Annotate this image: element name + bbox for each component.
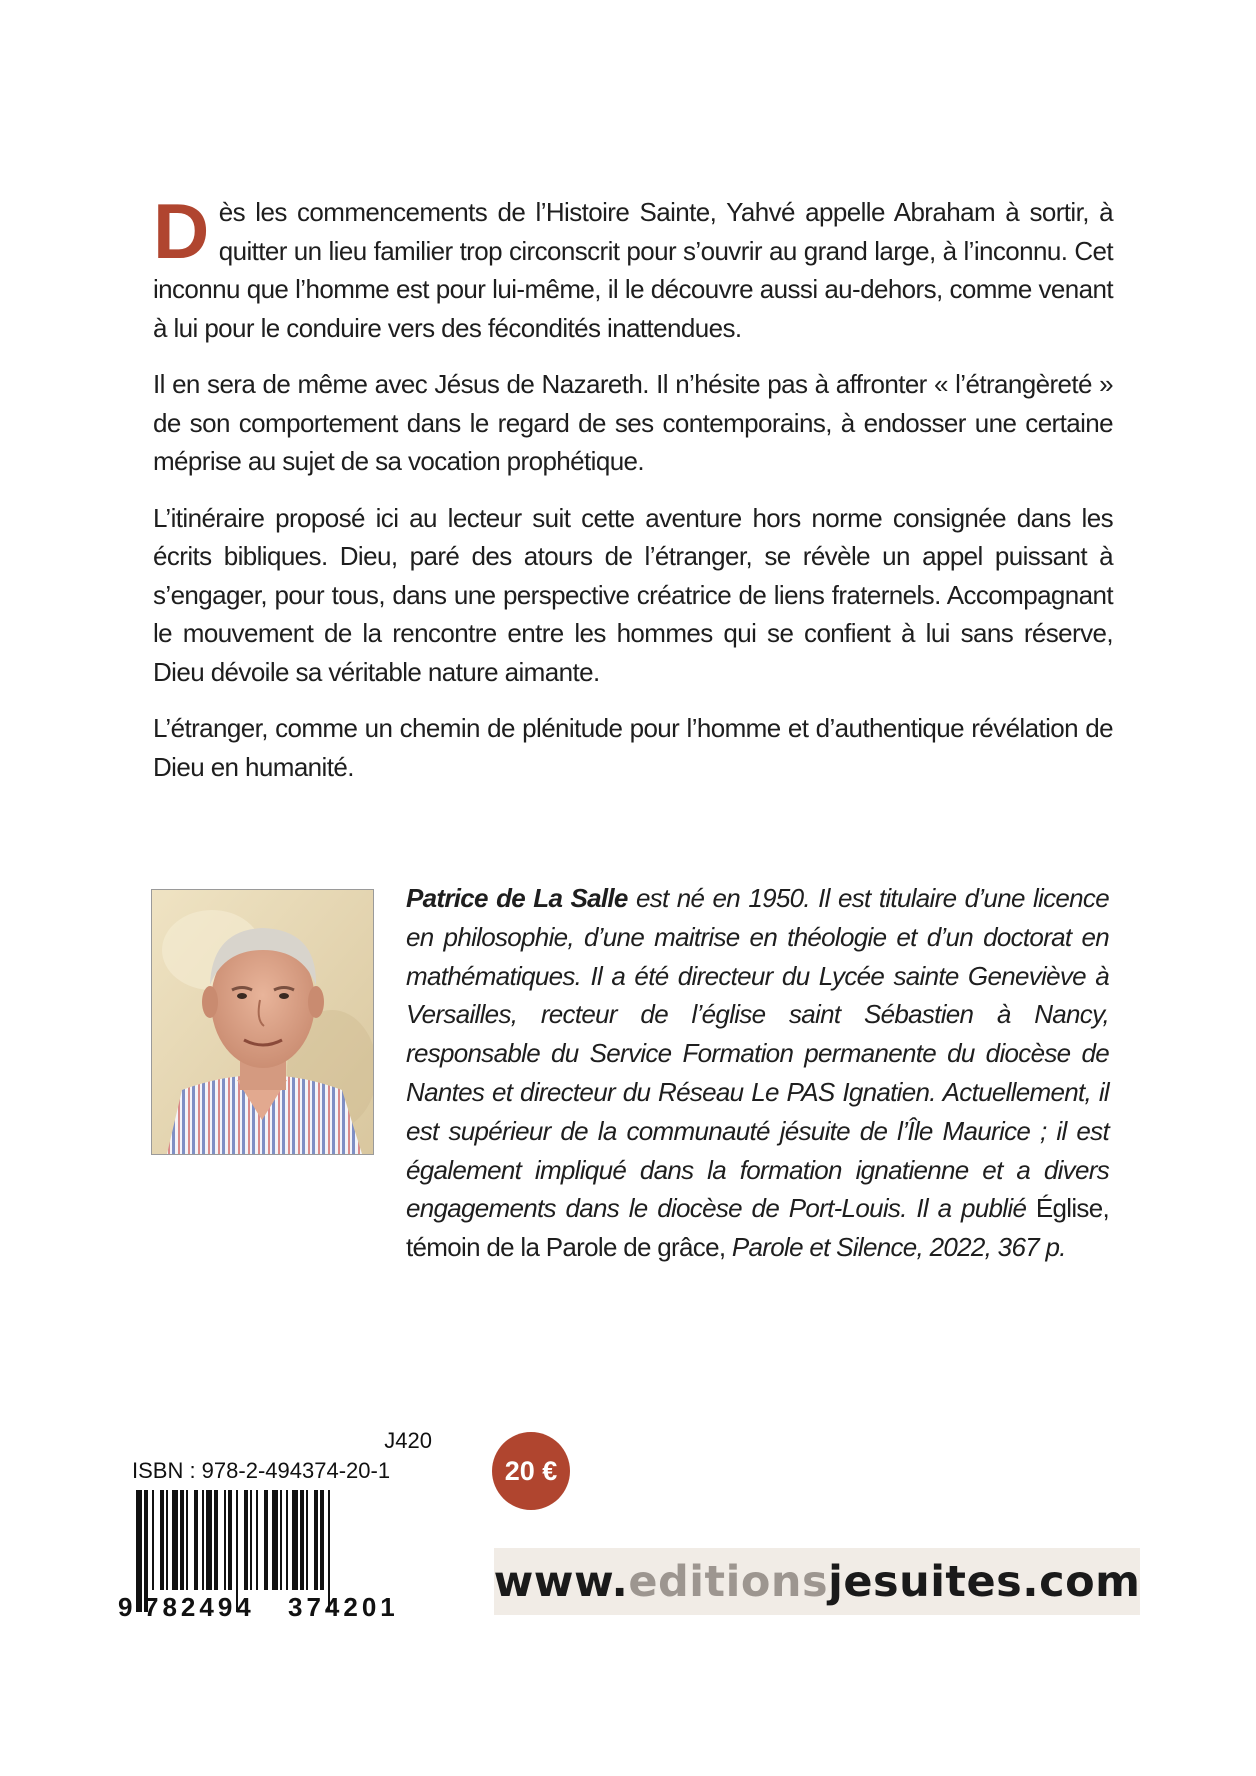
author-photo [151, 889, 374, 1155]
barcode-bar [250, 1490, 252, 1590]
author-portrait-image [152, 890, 373, 1154]
website-suffix: jesuites.com [828, 1556, 1141, 1607]
website-middle: editions [628, 1556, 829, 1607]
barcode-bar [224, 1490, 226, 1590]
barcode-bar [314, 1490, 318, 1590]
barcode-bar [166, 1490, 168, 1590]
barcode-bar [306, 1490, 308, 1590]
barcode-bar [292, 1490, 298, 1590]
barcode-bar [152, 1490, 154, 1590]
back-cover-blurb [153, 187, 1113, 804]
barcode-digits-left: 782494 [144, 1592, 255, 1620]
barcode-bar [280, 1490, 282, 1590]
bio-book-title: Église, témoin de la Parole de grâce, [406, 1193, 1109, 1263]
barcode-bar [180, 1490, 184, 1590]
barcode-bar [264, 1490, 268, 1590]
barcode-bar [320, 1490, 324, 1590]
website-prefix: www. [493, 1556, 629, 1607]
barcode-digits-right: 374201 [288, 1592, 399, 1620]
isbn-label: ISBN : 978-2-494374-20-1 [132, 1458, 391, 1483]
barcode-bar [160, 1490, 164, 1590]
publisher-website[interactable] [494, 1548, 1140, 1615]
barcode-bar [244, 1490, 248, 1590]
barcode-bar [272, 1490, 278, 1590]
bio-text-2: Parole et Silence, 2022, 367 p. [725, 1232, 1066, 1263]
barcode-bar [186, 1490, 188, 1590]
blurb-paragraph-4: L’étranger, comme un chemin de plénitude pour l’homme et d’authentique révélation de Dieu en humanité. [153, 713, 1113, 782]
bio-text-1: est né en 1950. Il est titulaire d’une licence en philosophie, d’une maitrise en théologie et d’un doctorat en mathématiques. Il a été directeur du Lycée sainte Geneviève à Versailles, recteur de l’église saint Sébastien à Nancy, responsable du Service Formation permanente du diocèse de Nantes et directeur du Réseau Le PAS Ignatien. Actuellement, il est supérieur de la communauté jésuite de l’Île Maurice ; il est également impliqué dans la formation ignatienne et a divers engagements dans le diocèse de Port-Louis. Il a publié [406, 883, 1109, 1224]
blurb-paragraph-3: L’itinéraire proposé ici au lecteur suit cette aventure hors norme consignée dans les écrits bibliques. Dieu, paré des atours de l’étranger, se révèle un appel puissant à s’engager, pour tous, dans une perspective créatrice de liens fraternels. Accompagnant le mouvement de la rencontre entre les hommes qui se confient à lui sans réserve, Dieu dévoile sa véritable nature aimante. [153, 502, 1113, 687]
barcode-digit-lead: 9 [118, 1592, 133, 1620]
barcode-bar [172, 1490, 178, 1590]
blurb-paragraph-2: Il en sera de même avec Jésus de Nazareth. Il n’hésite pas à affronter « l’étrangèreté » de son comportement dans le regard de ses contemporains, à endosser une certaine méprise au sujet de sa vocation prophétique. [153, 369, 1113, 476]
barcode-bar [286, 1490, 288, 1590]
barcode-bar [136, 1490, 142, 1612]
barcode [118, 1490, 438, 1620]
author-bio [406, 879, 1109, 1267]
product-code: J420 [384, 1428, 432, 1453]
barcode-bar [206, 1490, 212, 1590]
barcode-bar [300, 1490, 304, 1590]
blurb-p1-text: ès les commencements de l’Histoire Sainte, Yahvé appelle Abraham à sortir, à quitter un lieu familier trop circonscrit pour s’ouvrir au grand large, à l’inconnu. Cet inconnu que l’homme est pour lui-même, il le découvre aussi au-dehors, comme venant à lui pour le conduire vers des fécondités inattendues. [153, 197, 1113, 343]
barcode-bar [194, 1490, 198, 1590]
drop-cap: D [153, 187, 209, 275]
blurb-paragraph-1 [153, 187, 1113, 347]
author-name: Patrice de La Salle [406, 883, 628, 913]
barcode-bar [228, 1490, 232, 1590]
barcode-bar [214, 1490, 218, 1590]
barcode-bar [256, 1490, 258, 1590]
barcode-bar [202, 1490, 204, 1590]
price-badge: 20 € [492, 1432, 570, 1510]
